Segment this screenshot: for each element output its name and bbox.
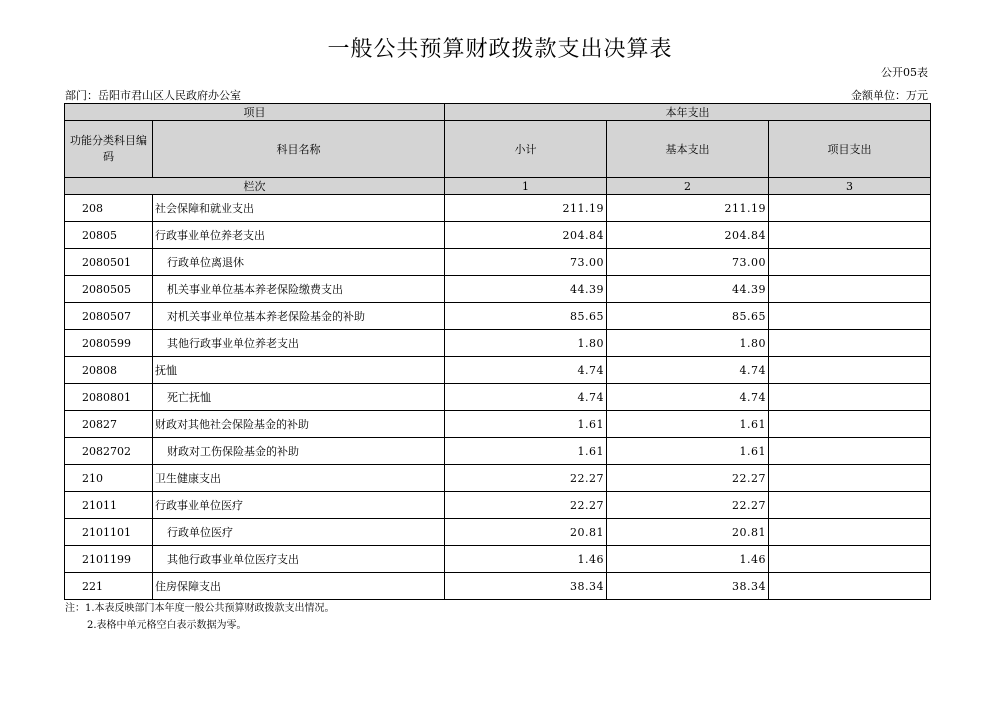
table-row <box>65 438 931 465</box>
row-code-text: 20827 <box>82 417 117 431</box>
row-subject-name-text: 对机关事业单位基本养老保险基金的补助 <box>167 310 365 323</box>
row-subject-name <box>153 357 445 384</box>
header-col-1: 1 <box>445 178 607 195</box>
row-subtotal <box>445 222 607 249</box>
row-subject-name-text: 行政事业单位养老支出 <box>155 229 265 242</box>
row-subject-name <box>153 411 445 438</box>
table-row <box>65 465 931 492</box>
row-code <box>65 195 153 222</box>
row-subject-name-text: 行政事业单位医疗 <box>155 499 243 512</box>
row-subject-name <box>153 519 445 546</box>
header-row-3 <box>65 178 931 195</box>
row-code <box>65 222 153 249</box>
row-project-exp <box>769 303 931 330</box>
row-code <box>65 438 153 465</box>
note-2: 2.表格中单元格空白表示数据为零。 <box>87 620 247 631</box>
row-code <box>65 519 153 546</box>
table-row <box>65 519 931 546</box>
row-basic-text: 1.80 <box>739 336 766 350</box>
row-subtotal-text: 4.74 <box>577 390 604 404</box>
row-code-text: 2080801 <box>82 390 131 404</box>
row-code-text: 221 <box>82 579 103 593</box>
page-title: 一般公共预算财政拨款支出决算表 <box>327 37 673 62</box>
row-basic <box>607 519 769 546</box>
header-basic: 基本支出 <box>607 121 769 178</box>
row-subtotal-text: 38.34 <box>570 579 604 593</box>
row-subtotal <box>445 438 607 465</box>
table-row <box>65 195 931 222</box>
notes <box>65 600 335 634</box>
row-code <box>65 357 153 384</box>
row-subject-name-text: 抚恤 <box>155 364 177 377</box>
row-subtotal <box>445 195 607 222</box>
row-basic-text: 20.81 <box>732 525 766 539</box>
row-subject-name <box>153 573 445 600</box>
row-code-text: 2080599 <box>82 336 131 350</box>
row-subtotal <box>445 465 607 492</box>
table-row <box>65 249 931 276</box>
row-code <box>65 492 153 519</box>
row-basic-text: 204.84 <box>724 228 766 242</box>
amount-unit-label: 金额单位：万元 <box>851 89 928 102</box>
row-basic-text: 4.74 <box>739 363 766 377</box>
row-subtotal-text: 22.27 <box>570 471 604 485</box>
row-subject-name <box>153 195 445 222</box>
row-subtotal <box>445 384 607 411</box>
header-project-exp: 项目支出 <box>769 121 931 178</box>
row-project-exp <box>769 384 931 411</box>
row-subject-name <box>153 222 445 249</box>
table-row <box>65 384 931 411</box>
row-basic <box>607 330 769 357</box>
row-subtotal <box>445 519 607 546</box>
department-label: 部门：岳阳市君山区人民政府办公室 <box>65 89 241 102</box>
header-col-2: 2 <box>607 178 769 195</box>
row-subtotal-text: 1.46 <box>577 552 604 566</box>
row-subtotal-text: 85.65 <box>570 309 604 323</box>
row-project-exp <box>769 573 931 600</box>
row-subject-name-text: 财政对工伤保险基金的补助 <box>167 445 299 458</box>
row-code-text: 208 <box>82 201 103 215</box>
row-subtotal-text: 44.39 <box>570 282 604 296</box>
row-basic-text: 4.74 <box>739 390 766 404</box>
row-subtotal-text: 204.84 <box>562 228 604 242</box>
table-row <box>65 411 931 438</box>
row-subject-name-text: 其他行政事业单位医疗支出 <box>167 553 299 566</box>
row-project-exp <box>769 411 931 438</box>
row-basic <box>607 276 769 303</box>
row-code <box>65 573 153 600</box>
row-subject-name <box>153 546 445 573</box>
table-row <box>65 546 931 573</box>
row-project-exp <box>769 492 931 519</box>
row-subject-name-text: 机关事业单位基本养老保险缴费支出 <box>167 283 343 296</box>
row-basic <box>607 546 769 573</box>
row-basic-text: 73.00 <box>732 255 766 269</box>
row-basic <box>607 195 769 222</box>
row-project-exp <box>769 357 931 384</box>
row-subject-name <box>153 465 445 492</box>
row-subtotal <box>445 276 607 303</box>
row-subject-name <box>153 276 445 303</box>
row-basic <box>607 384 769 411</box>
row-code-text: 2080505 <box>82 282 131 296</box>
row-subject-name-text: 死亡抚恤 <box>167 391 211 404</box>
row-basic-text: 1.61 <box>739 444 766 458</box>
table-row <box>65 276 931 303</box>
row-subject-name-text: 财政对其他社会保险基金的补助 <box>155 418 309 431</box>
table-row <box>65 573 931 600</box>
row-basic-text: 44.39 <box>732 282 766 296</box>
row-project-exp <box>769 438 931 465</box>
row-basic-text: 1.61 <box>739 417 766 431</box>
row-subtotal-text: 4.74 <box>577 363 604 377</box>
row-subtotal-text: 20.81 <box>570 525 604 539</box>
row-basic <box>607 303 769 330</box>
row-basic-text: 85.65 <box>732 309 766 323</box>
header-func-code: 功能分类科目编码 <box>65 121 153 178</box>
row-basic-text: 211.19 <box>724 201 766 215</box>
row-project-exp <box>769 195 931 222</box>
row-code <box>65 411 153 438</box>
row-subject-name <box>153 303 445 330</box>
row-basic-text: 22.27 <box>732 498 766 512</box>
form-code: 公开05表 <box>881 66 928 79</box>
row-code <box>65 330 153 357</box>
row-subject-name-text: 其他行政事业单位养老支出 <box>167 337 299 350</box>
row-project-exp <box>769 546 931 573</box>
expenditure-table <box>64 103 931 600</box>
row-subject-name-text: 行政单位离退休 <box>167 256 244 269</box>
header-subtotal: 小计 <box>445 121 607 178</box>
row-subtotal <box>445 546 607 573</box>
row-code-text: 2080501 <box>82 255 131 269</box>
row-subtotal <box>445 303 607 330</box>
table-row <box>65 492 931 519</box>
row-subtotal <box>445 330 607 357</box>
row-project-exp <box>769 249 931 276</box>
row-code-text: 2080507 <box>82 309 131 323</box>
row-code <box>65 249 153 276</box>
note-1: 注：1.本表反映部门本年度一般公共预算财政拨款支出情况。 <box>65 603 335 614</box>
header-col-3: 3 <box>769 178 931 195</box>
row-basic-text: 22.27 <box>732 471 766 485</box>
row-project-exp <box>769 222 931 249</box>
table-row <box>65 330 931 357</box>
row-basic <box>607 573 769 600</box>
row-subject-name <box>153 438 445 465</box>
table-row <box>65 222 931 249</box>
row-subtotal <box>445 411 607 438</box>
row-basic <box>607 222 769 249</box>
table-row <box>65 357 931 384</box>
row-subtotal <box>445 249 607 276</box>
row-project-exp <box>769 519 931 546</box>
row-code-text: 2101199 <box>82 552 131 566</box>
row-subject-name-text: 卫生健康支出 <box>155 472 221 485</box>
row-subject-name <box>153 330 445 357</box>
row-subtotal-text: 1.61 <box>577 444 604 458</box>
row-subtotal <box>445 357 607 384</box>
row-subtotal-text: 22.27 <box>570 498 604 512</box>
row-basic-text: 1.46 <box>739 552 766 566</box>
header-subject-name: 科目名称 <box>153 121 445 178</box>
table-row <box>65 303 931 330</box>
row-code-text: 210 <box>82 471 103 485</box>
row-basic <box>607 492 769 519</box>
row-subject-name-text: 住房保障支出 <box>155 580 221 593</box>
header-row-1 <box>65 104 931 121</box>
row-subject-name <box>153 492 445 519</box>
row-code-text: 21011 <box>82 498 117 512</box>
row-subtotal <box>445 492 607 519</box>
row-code-text: 20808 <box>82 363 117 377</box>
row-code-text: 2101101 <box>82 525 131 539</box>
row-subtotal-text: 73.00 <box>570 255 604 269</box>
header-project: 项目 <box>65 104 445 121</box>
row-basic-text: 38.34 <box>732 579 766 593</box>
row-project-exp <box>769 276 931 303</box>
header-row-2 <box>65 121 931 178</box>
row-project-exp <box>769 465 931 492</box>
row-subject-name <box>153 384 445 411</box>
header-column-no: 栏次 <box>65 178 445 195</box>
row-basic <box>607 438 769 465</box>
row-project-exp <box>769 330 931 357</box>
row-code <box>65 384 153 411</box>
row-subject-name-text: 行政单位医疗 <box>167 526 233 539</box>
row-subject-name-text: 社会保障和就业支出 <box>155 202 254 215</box>
row-code <box>65 276 153 303</box>
row-code <box>65 546 153 573</box>
row-basic <box>607 411 769 438</box>
row-code-text: 20805 <box>82 228 117 242</box>
row-basic <box>607 249 769 276</box>
row-subtotal-text: 1.80 <box>577 336 604 350</box>
row-code <box>65 303 153 330</box>
row-subtotal <box>445 573 607 600</box>
row-code-text: 2082702 <box>82 444 131 458</box>
row-basic <box>607 357 769 384</box>
row-subtotal-text: 211.19 <box>562 201 604 215</box>
header-current-year: 本年支出 <box>445 104 931 121</box>
row-basic <box>607 465 769 492</box>
row-code <box>65 465 153 492</box>
row-subtotal-text: 1.61 <box>577 417 604 431</box>
row-subject-name <box>153 249 445 276</box>
